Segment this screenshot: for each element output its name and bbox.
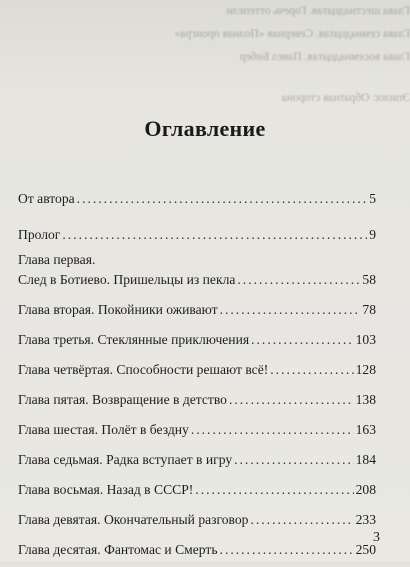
toc-page-number: 5 — [369, 191, 376, 206]
toc-page-number: 163 — [355, 422, 376, 437]
toc-entry-chapter-6[interactable] — [18, 422, 376, 447]
toc-entry-text: Глава четвёртая. Способности решают всё! — [18, 362, 269, 377]
leader-dots — [270, 362, 353, 378]
toc-entry-chapter-2[interactable] — [18, 302, 376, 327]
bleed-line: Эпилог. Обратная сторона — [281, 92, 410, 104]
toc-entry-text: Глава шестая. Полёт в бездну — [18, 422, 189, 437]
toc-entry-chapter-8[interactable] — [18, 482, 376, 507]
leader-dots — [220, 302, 361, 318]
leader-dots — [77, 191, 368, 207]
toc-entry-text: Глава вторая. Покойники оживают — [18, 302, 218, 317]
leader-dots — [251, 332, 353, 348]
leader-dots — [229, 392, 354, 408]
toc-page-number: 58 — [362, 272, 376, 287]
toc-page-number: 78 — [362, 302, 376, 317]
bleed-through-text — [10, 0, 410, 110]
page-number: 3 — [373, 530, 380, 545]
toc-entry-text: Глава восьмая. Назад в СССР! — [18, 482, 194, 497]
toc-page-number: 138 — [355, 392, 376, 407]
leader-dots — [191, 422, 354, 438]
toc-entry-text: От автора — [18, 191, 75, 206]
toc-entry-chapter-10[interactable] — [18, 542, 376, 567]
bleed-line: Глава восемнадцатая. Павел Бибер — [239, 51, 410, 63]
toc-entry-text: Пролог — [18, 227, 61, 242]
toc-entry-chapter-3[interactable] — [18, 332, 376, 357]
toc-entry-chapter-7[interactable] — [18, 452, 376, 477]
toc-page-number: 128 — [355, 362, 376, 377]
toc-entry-text: Глава десятая. Фантомас и Смерть — [18, 542, 218, 557]
toc-page-number: 103 — [355, 332, 376, 347]
toc-page-number: 250 — [355, 542, 376, 557]
bleed-line: Глава семнадцатая. Северная «Полная проигра» — [174, 28, 410, 40]
toc-entry-chapter-4[interactable] — [18, 362, 376, 387]
toc-entry-prologue[interactable] — [18, 227, 376, 252]
toc-entry-chapter-9[interactable] — [18, 512, 376, 537]
leader-dots — [250, 512, 353, 528]
leader-dots — [220, 542, 354, 558]
toc-page-number: 233 — [355, 512, 376, 527]
leader-dots — [234, 452, 353, 468]
toc-entry-text: Глава третья. Стеклянные приключения — [18, 332, 250, 347]
leader-dots — [195, 482, 353, 498]
toc-entry-heading: Глава первая. — [18, 252, 96, 267]
toc-page-number: 184 — [355, 452, 376, 467]
toc-entry-author[interactable] — [18, 191, 376, 216]
toc-entry-chapter-5[interactable] — [18, 392, 376, 417]
toc-entry-text: Глава пятая. Возвращение в детство — [18, 392, 227, 407]
leader-dots — [62, 227, 367, 243]
toc-page-number: 208 — [355, 482, 376, 497]
bleed-line: Глава шестнадцатая. Горечь оттепели — [226, 5, 410, 17]
table-of-contents — [18, 191, 376, 567]
toc-entry-text: След в Ботиево. Пришельцы из пекла — [18, 272, 236, 287]
leader-dots — [237, 272, 360, 288]
toc-entry-chapter-1[interactable] — [18, 252, 376, 297]
toc-entry-text: Глава девятая. Окончательный разговор — [18, 512, 249, 527]
toc-page-number: 9 — [369, 227, 376, 242]
toc-entry-text: Глава седьмая. Радка вступает в игру — [18, 452, 233, 467]
page-title: Оглавление — [144, 116, 266, 141]
